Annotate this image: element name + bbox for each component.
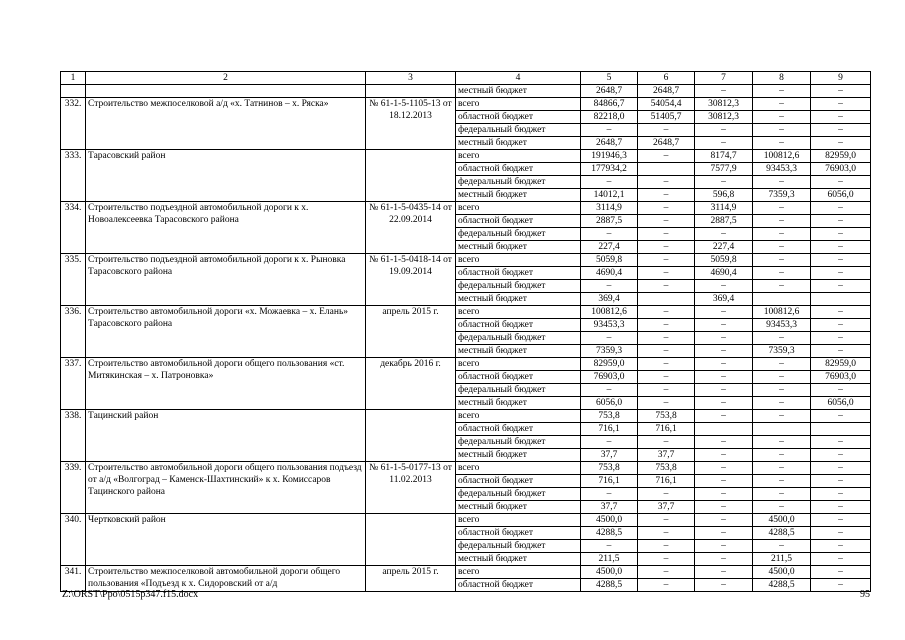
object-name: Строительство автомобильной дороги «х. Можаевка – х. Елань» Тарасовского района (86, 306, 366, 358)
amount-cell: – (695, 124, 753, 137)
budget-source: всего (456, 306, 581, 319)
amount-cell: – (695, 137, 753, 150)
document-ref: № 61-1-5-0435-14 от 22.09.2014 (366, 202, 456, 254)
budget-source: всего (456, 462, 581, 475)
table-row (61, 85, 871, 98)
amount-cell (811, 293, 871, 306)
budget-source: всего (456, 566, 581, 579)
amount-cell: – (638, 397, 695, 410)
amount-cell (695, 423, 753, 436)
table-row (61, 98, 871, 111)
amount-cell: 369,4 (581, 293, 638, 306)
amount-cell: – (753, 85, 811, 98)
amount-cell: – (753, 540, 811, 553)
amount-cell: 54054,4 (638, 98, 695, 111)
amount-cell: 6056,0 (581, 397, 638, 410)
amount-cell: – (581, 436, 638, 449)
amount-cell: – (695, 176, 753, 189)
amount-cell: 596,8 (695, 189, 753, 202)
amount-cell: – (753, 98, 811, 111)
amount-cell: 4690,4 (695, 267, 753, 280)
budget-source: всего (456, 202, 581, 215)
amount-cell: 84866,7 (581, 98, 638, 111)
amount-cell: – (638, 332, 695, 345)
amount-cell: 76903,0 (581, 371, 638, 384)
amount-cell: 6056,0 (811, 397, 871, 410)
amount-cell: – (753, 267, 811, 280)
row-number: 334. (61, 202, 86, 254)
budget-source: местный бюджет (456, 397, 581, 410)
budget-source: областной бюджет (456, 579, 581, 592)
budget-source: федеральный бюджет (456, 436, 581, 449)
amount-cell: – (695, 371, 753, 384)
amount-cell: – (753, 280, 811, 293)
amount-cell: – (638, 345, 695, 358)
amount-cell: – (811, 254, 871, 267)
amount-cell: 7359,3 (753, 189, 811, 202)
budget-source: всего (456, 254, 581, 267)
row-number: 340. (61, 514, 86, 566)
row-number: 332. (61, 98, 86, 150)
row-number: 333. (61, 150, 86, 202)
amount-cell: – (811, 410, 871, 423)
amount-cell: – (753, 111, 811, 124)
amount-cell: 8174,7 (695, 150, 753, 163)
amount-cell: 2648,7 (638, 137, 695, 150)
amount-cell: 100812,6 (753, 150, 811, 163)
amount-cell: – (811, 215, 871, 228)
amount-cell: 93453,3 (753, 163, 811, 176)
amount-cell: – (753, 228, 811, 241)
amount-cell: 716,1 (581, 475, 638, 488)
amount-cell: – (811, 488, 871, 501)
amount-cell: – (638, 488, 695, 501)
amount-cell: 3114,9 (581, 202, 638, 215)
amount-cell: 4288,5 (581, 527, 638, 540)
table-row (61, 358, 871, 371)
amount-cell: – (811, 228, 871, 241)
budget-source: всего (456, 150, 581, 163)
amount-cell: – (811, 280, 871, 293)
amount-cell: 753,8 (581, 462, 638, 475)
amount-cell: – (811, 566, 871, 579)
table-row (61, 410, 871, 423)
document-ref (366, 514, 456, 566)
budget-source: местный бюджет (456, 293, 581, 306)
amount-cell: – (811, 176, 871, 189)
amount-cell: – (638, 566, 695, 579)
amount-cell: – (811, 267, 871, 280)
amount-cell: – (638, 540, 695, 553)
amount-cell: – (753, 384, 811, 397)
budget-source: всего (456, 514, 581, 527)
amount-cell: – (638, 228, 695, 241)
amount-cell: – (811, 436, 871, 449)
budget-source: федеральный бюджет (456, 176, 581, 189)
amount-cell: 4288,5 (753, 579, 811, 592)
amount-cell: – (638, 280, 695, 293)
amount-cell: 369,4 (695, 293, 753, 306)
amount-cell: – (811, 540, 871, 553)
file-path: Z:\ORST\Ppo\0515p347.f15.docx (62, 589, 199, 600)
amount-cell: – (638, 215, 695, 228)
amount-cell: – (811, 462, 871, 475)
budget-source: федеральный бюджет (456, 124, 581, 137)
document-ref: апрель 2015 г. (366, 306, 456, 358)
amount-cell: – (638, 553, 695, 566)
row-number: 339. (61, 462, 86, 514)
object-name: Строительство межпоселковой а/д «х. Татнинов – х. Ряска» (86, 98, 366, 150)
budget-source: местный бюджет (456, 137, 581, 150)
amount-cell: 211,5 (581, 553, 638, 566)
amount-cell: – (695, 384, 753, 397)
amount-cell: 100812,6 (753, 306, 811, 319)
amount-cell: – (638, 150, 695, 163)
amount-cell: 37,7 (638, 449, 695, 462)
amount-cell: – (753, 215, 811, 228)
object-name: Чертковский район (86, 514, 366, 566)
column-number: 3 (366, 72, 456, 85)
object-name: Строительство автомобильной дороги общего пользования «ст. Митякинская – х. Патроновка» (86, 358, 366, 410)
budget-source: федеральный бюджет (456, 280, 581, 293)
amount-cell: – (753, 241, 811, 254)
amount-cell: – (695, 501, 753, 514)
amount-cell: – (638, 527, 695, 540)
amount-cell: – (753, 137, 811, 150)
amount-cell: – (638, 306, 695, 319)
amount-cell: – (753, 488, 811, 501)
amount-cell: 14012,1 (581, 189, 638, 202)
amount-cell: – (638, 371, 695, 384)
budget-source: областной бюджет (456, 423, 581, 436)
amount-cell: 4500,0 (753, 566, 811, 579)
document-ref: декабрь 2016 г. (366, 358, 456, 410)
amount-cell: – (811, 449, 871, 462)
amount-cell (753, 293, 811, 306)
amount-cell: – (638, 189, 695, 202)
amount-cell: – (638, 358, 695, 371)
object-name (86, 85, 366, 98)
table-row (61, 462, 871, 475)
amount-cell: – (811, 319, 871, 332)
amount-cell: – (581, 488, 638, 501)
amount-cell: – (695, 579, 753, 592)
amount-cell: – (695, 514, 753, 527)
amount-cell: 4500,0 (753, 514, 811, 527)
amount-cell: – (581, 176, 638, 189)
amount-cell: 82959,0 (811, 150, 871, 163)
amount-cell: 7359,3 (581, 345, 638, 358)
amount-cell: – (753, 410, 811, 423)
amount-cell: 5059,8 (695, 254, 753, 267)
amount-cell: – (695, 540, 753, 553)
table-row (61, 202, 871, 215)
amount-cell: 2648,7 (638, 85, 695, 98)
amount-cell: 227,4 (581, 241, 638, 254)
budget-source: областной бюджет (456, 267, 581, 280)
document-ref: апрель 2015 г. (366, 566, 456, 592)
amount-cell: 716,1 (638, 423, 695, 436)
document-ref (366, 150, 456, 202)
row-number: 341. (61, 566, 86, 592)
amount-cell: – (811, 501, 871, 514)
document-ref: № 61-1-5-0177-13 от 11.02.2013 (366, 462, 456, 514)
amount-cell: – (695, 553, 753, 566)
column-number: 9 (811, 72, 871, 85)
budget-source: местный бюджет (456, 449, 581, 462)
row-number: 335. (61, 254, 86, 306)
amount-cell: – (695, 566, 753, 579)
amount-cell: 82959,0 (581, 358, 638, 371)
amount-cell: – (811, 124, 871, 137)
amount-cell: 4690,4 (581, 267, 638, 280)
budget-source: местный бюджет (456, 189, 581, 202)
amount-cell: – (753, 475, 811, 488)
amount-cell: 6056,0 (811, 189, 871, 202)
column-number: 5 (581, 72, 638, 85)
budget-source: местный бюджет (456, 501, 581, 514)
amount-cell: – (638, 254, 695, 267)
amount-cell: 7359,3 (753, 345, 811, 358)
amount-cell: – (695, 332, 753, 345)
amount-cell: – (811, 98, 871, 111)
budget-source: областной бюджет (456, 111, 581, 124)
amount-cell: – (581, 124, 638, 137)
column-number: 8 (753, 72, 811, 85)
amount-cell: – (695, 306, 753, 319)
amount-cell: 37,7 (638, 501, 695, 514)
amount-cell: – (638, 241, 695, 254)
object-name: Строительство автомобильной дороги общего пользования подъезд от а/д «Волгоград – Каменск-Шахтинский» к х. Комиссаров Тацинского района (86, 462, 366, 514)
amount-cell: – (811, 85, 871, 98)
amount-cell (638, 163, 695, 176)
amount-cell: – (811, 553, 871, 566)
table-row (61, 254, 871, 267)
amount-cell: – (695, 462, 753, 475)
amount-cell: – (638, 124, 695, 137)
amount-cell: – (753, 254, 811, 267)
amount-cell: – (753, 501, 811, 514)
amount-cell: – (638, 267, 695, 280)
amount-cell: – (753, 332, 811, 345)
row-number: 336. (61, 306, 86, 358)
budget-source: областной бюджет (456, 371, 581, 384)
budget-source: местный бюджет (456, 553, 581, 566)
amount-cell: – (753, 449, 811, 462)
amount-cell: – (811, 332, 871, 345)
amount-cell: 2648,7 (581, 137, 638, 150)
amount-cell: 37,7 (581, 501, 638, 514)
budget-source: федеральный бюджет (456, 384, 581, 397)
amount-cell: 51405,7 (638, 111, 695, 124)
amount-cell: – (638, 202, 695, 215)
amount-cell: – (753, 124, 811, 137)
amount-cell: 82218,0 (581, 111, 638, 124)
table-row (61, 306, 871, 319)
document-ref (366, 85, 456, 98)
column-number: 7 (695, 72, 753, 85)
object-name: Тацинский район (86, 410, 366, 462)
amount-cell: – (811, 514, 871, 527)
column-number-row (61, 72, 871, 85)
amount-cell: – (695, 410, 753, 423)
amount-cell: – (581, 384, 638, 397)
column-number: 1 (61, 72, 86, 85)
budget-source: всего (456, 98, 581, 111)
amount-cell (811, 423, 871, 436)
amount-cell: – (695, 319, 753, 332)
budget-source: местный бюджет (456, 345, 581, 358)
amount-cell: 716,1 (581, 423, 638, 436)
amount-cell: 2887,5 (695, 215, 753, 228)
table-row (61, 514, 871, 527)
row-number (61, 85, 86, 98)
amount-cell: – (753, 462, 811, 475)
amount-cell: – (811, 579, 871, 592)
amount-cell: – (695, 436, 753, 449)
amount-cell: 227,4 (695, 241, 753, 254)
budget-source: местный бюджет (456, 85, 581, 98)
page-number: 95 (860, 589, 870, 600)
amount-cell: – (753, 436, 811, 449)
amount-cell: – (638, 176, 695, 189)
amount-cell: 753,8 (581, 410, 638, 423)
amount-cell: 76903,0 (811, 371, 871, 384)
amount-cell: 2648,7 (581, 85, 638, 98)
amount-cell: – (811, 111, 871, 124)
amount-cell: – (695, 345, 753, 358)
amount-cell: – (695, 280, 753, 293)
amount-cell: – (581, 228, 638, 241)
amount-cell: 7577,9 (695, 163, 753, 176)
amount-cell: – (811, 241, 871, 254)
amount-cell: 4500,0 (581, 566, 638, 579)
amount-cell: – (811, 527, 871, 540)
amount-cell: 76903,0 (811, 163, 871, 176)
document-ref: № 61-1-5-1105-13 от 18.12.2013 (366, 98, 456, 150)
amount-cell: 4288,5 (753, 527, 811, 540)
amount-cell: 37,7 (581, 449, 638, 462)
amount-cell: – (695, 527, 753, 540)
document-ref (366, 410, 456, 462)
object-name: Строительство подъездной автомобильной дороги к х. Новоалексеевка Тарасовского района (86, 202, 366, 254)
amount-cell: 4288,5 (581, 579, 638, 592)
amount-cell: 3114,9 (695, 202, 753, 215)
budget-source: федеральный бюджет (456, 228, 581, 241)
object-name: Тарасовский район (86, 150, 366, 202)
budget-source: федеральный бюджет (456, 332, 581, 345)
amount-cell: 191946,3 (581, 150, 638, 163)
amount-cell: 177934,2 (581, 163, 638, 176)
amount-cell (753, 423, 811, 436)
amount-cell: – (695, 488, 753, 501)
amount-cell (638, 293, 695, 306)
budget-source: местный бюджет (456, 241, 581, 254)
amount-cell: 93453,3 (581, 319, 638, 332)
object-name: Строительство межпоселковой автомобильной дороги общего пользования «Подъезд к х. Сидоровский от а/д (86, 566, 366, 592)
amount-cell: – (581, 540, 638, 553)
amount-cell: – (811, 345, 871, 358)
document-ref: № 61-1-5-0418-14 от 19.09.2014 (366, 254, 456, 306)
budget-source: областной бюджет (456, 475, 581, 488)
amount-cell: – (695, 475, 753, 488)
column-number: 4 (456, 72, 581, 85)
budget-table (60, 71, 871, 592)
amount-cell: – (811, 137, 871, 150)
amount-cell: – (753, 371, 811, 384)
budget-source: всего (456, 358, 581, 371)
amount-cell: 716,1 (638, 475, 695, 488)
amount-cell: – (695, 358, 753, 371)
amount-cell: – (695, 85, 753, 98)
amount-cell: – (811, 202, 871, 215)
budget-source: федеральный бюджет (456, 540, 581, 553)
amount-cell: 82959,0 (811, 358, 871, 371)
amount-cell: – (753, 202, 811, 215)
amount-cell: – (581, 280, 638, 293)
amount-cell: 30812,3 (695, 98, 753, 111)
object-name: Строительство подъездной автомобильной дороги к х. Рыновка Тарасовского района (86, 254, 366, 306)
amount-cell: – (753, 358, 811, 371)
amount-cell: 753,8 (638, 410, 695, 423)
amount-cell: 100812,6 (581, 306, 638, 319)
amount-cell: – (638, 436, 695, 449)
row-number: 338. (61, 410, 86, 462)
amount-cell: – (581, 332, 638, 345)
amount-cell: – (638, 384, 695, 397)
column-number: 6 (638, 72, 695, 85)
amount-cell: 2887,5 (581, 215, 638, 228)
amount-cell: – (811, 306, 871, 319)
amount-cell: 211,5 (753, 553, 811, 566)
amount-cell: 5059,8 (581, 254, 638, 267)
amount-cell: – (695, 397, 753, 410)
amount-cell: – (638, 514, 695, 527)
amount-cell: 30812,3 (695, 111, 753, 124)
amount-cell: – (753, 397, 811, 410)
row-number: 337. (61, 358, 86, 410)
amount-cell: – (638, 579, 695, 592)
amount-cell: 93453,3 (753, 319, 811, 332)
amount-cell: – (811, 475, 871, 488)
budget-source: областной бюджет (456, 527, 581, 540)
column-number: 2 (86, 72, 366, 85)
amount-cell: 753,8 (638, 462, 695, 475)
amount-cell: – (811, 384, 871, 397)
table-row (61, 150, 871, 163)
budget-source: всего (456, 410, 581, 423)
budget-source: федеральный бюджет (456, 488, 581, 501)
budget-source: областной бюджет (456, 319, 581, 332)
budget-source: областной бюджет (456, 215, 581, 228)
amount-cell: 4500,0 (581, 514, 638, 527)
amount-cell: – (695, 449, 753, 462)
amount-cell: – (753, 176, 811, 189)
amount-cell: – (638, 319, 695, 332)
table-row (61, 566, 871, 579)
budget-source: областной бюджет (456, 163, 581, 176)
amount-cell: – (695, 228, 753, 241)
